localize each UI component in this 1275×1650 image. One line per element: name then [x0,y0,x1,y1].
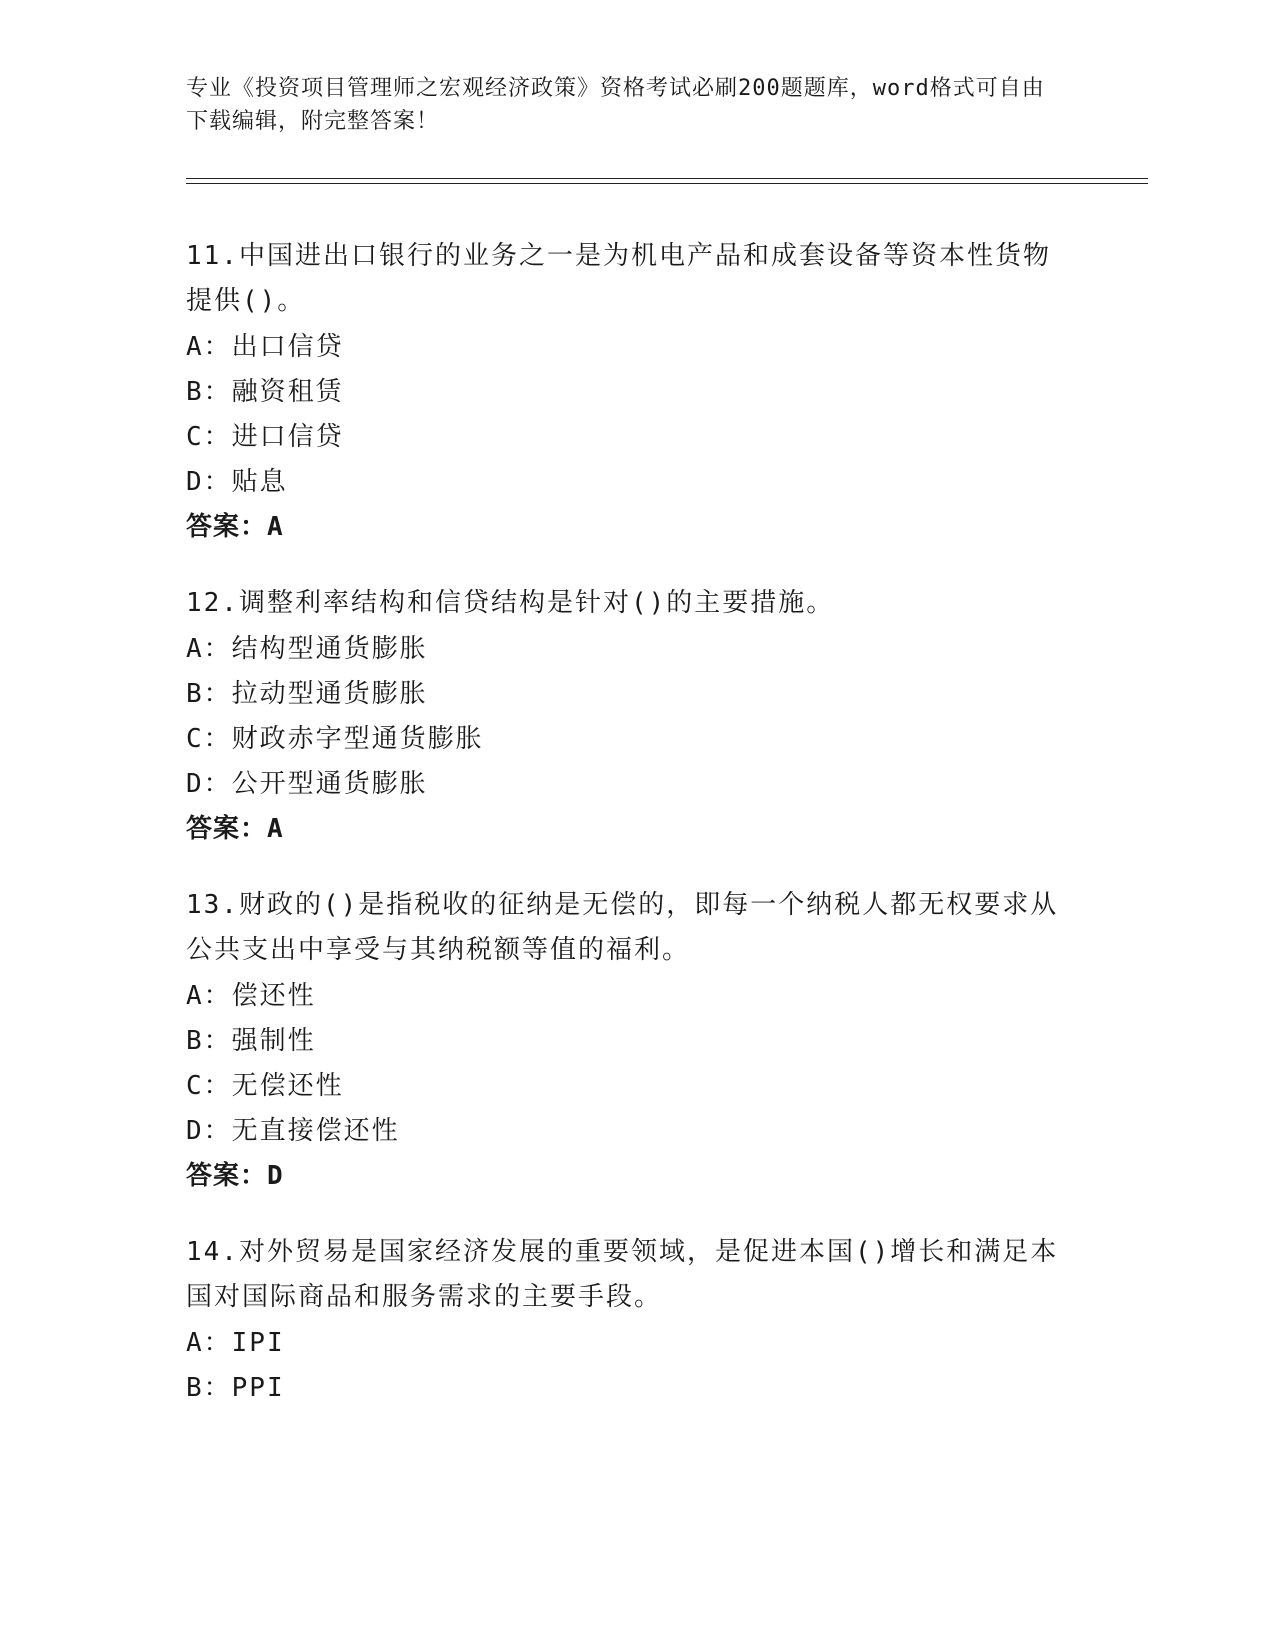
question-13 [186,883,1066,1199]
option-b: B：强制性 [186,1026,316,1056]
option-b: B：PPI [186,1373,285,1403]
option-d: D：无直接偿还性 [186,1116,400,1146]
header-divider-bottom [186,183,1148,184]
option-d: D：公开型通货膨胀 [186,769,428,799]
option-c: C：无偿还性 [186,1071,344,1101]
option-c: C：进口信贷 [186,422,344,452]
document-header: 专业《投资项目管理师之宏观经济政策》资格考试必刷200题题库，word格式可自由下载编辑，附完整答案！ [186,76,1045,134]
option-b: B：拉动型通货膨胀 [186,679,428,709]
question-12 [186,581,1066,852]
option-a: A：IPI [186,1328,285,1358]
option-a: A：偿还性 [186,981,316,1011]
question-stem: 11.中国进出口银行的业务之一是为机电产品和成套设备等资本性货物提供()。 [186,241,1051,316]
question-11 [186,234,1066,550]
answer: 答案：A [186,512,284,542]
question-stem: 14.对外贸易是国家经济发展的重要领域，是促进本国()增长和满足本国对国际商品和服务需求的主要手段。 [186,1237,1059,1312]
question-14 [186,1230,1066,1411]
option-b: B：融资租赁 [186,377,344,407]
option-a: A：出口信贷 [186,332,344,362]
option-c: C：财政赤字型通货膨胀 [186,724,484,754]
header-divider-top [186,178,1148,179]
question-stem: 13.财政的()是指税收的征纳是无偿的，即每一个纳税人都无权要求从公共支出中享受与其纳税额等值的福利。 [186,890,1059,965]
option-a: A：结构型通货膨胀 [186,634,428,664]
option-d: D：贴息 [186,467,288,497]
answer: 答案：D [186,1161,284,1191]
answer: 答案：A [186,814,284,844]
question-list [186,234,1066,1442]
question-stem: 12.调整利率结构和信贷结构是针对()的主要措施。 [186,588,835,618]
